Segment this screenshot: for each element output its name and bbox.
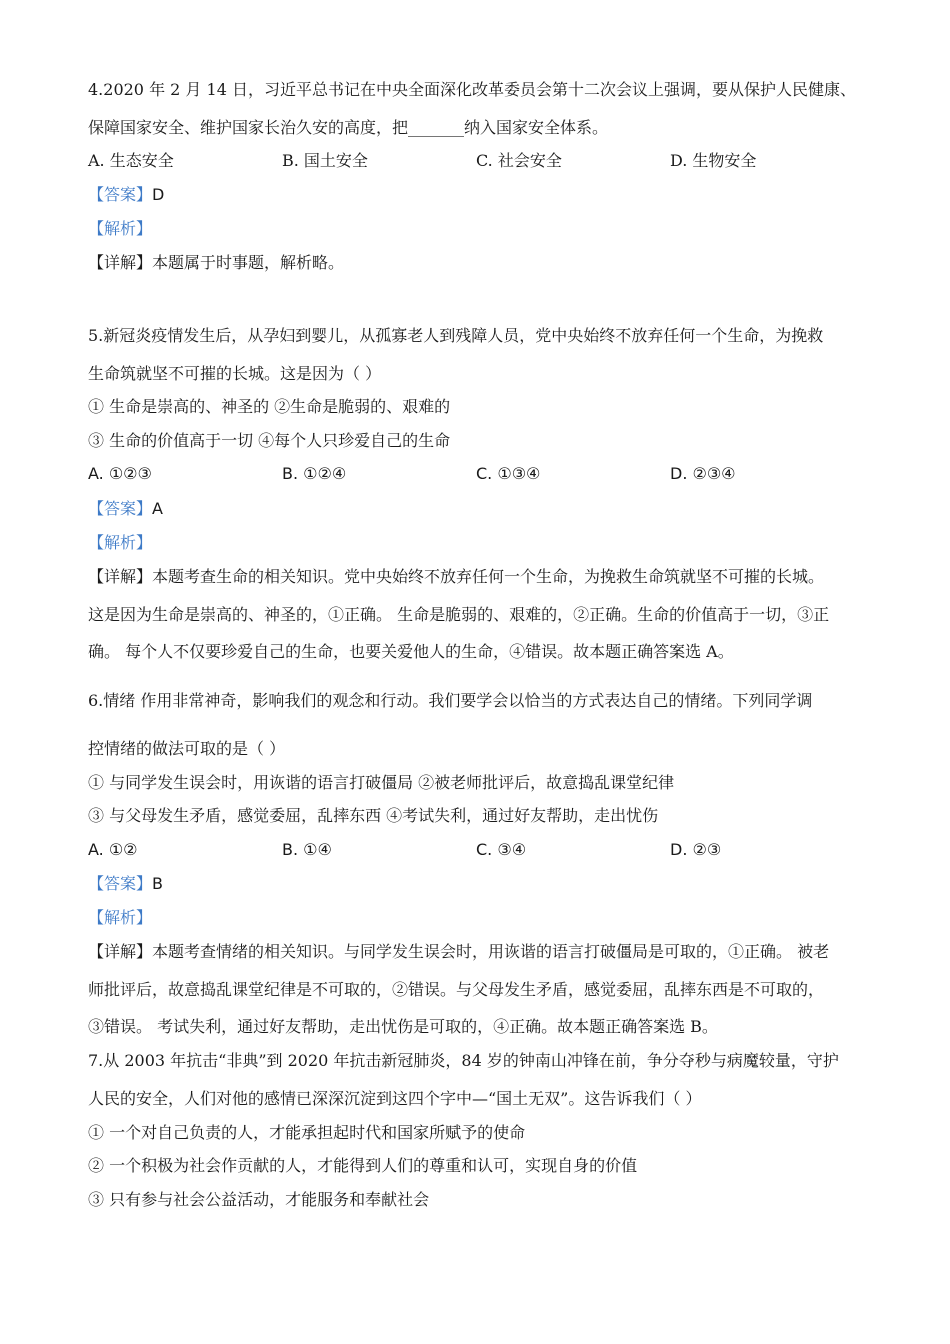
analysis-label: 【解析】 [88, 908, 153, 927]
q6-stem-line2: 控情绪的做法可取的是（ ） [88, 739, 286, 758]
q4-option-b: B. 国土安全 [282, 151, 368, 170]
detail-label: 【详解】 [88, 253, 153, 272]
detail-label: 【详解】 [88, 942, 153, 961]
answer-value: B [152, 874, 163, 893]
q6-detail-line2: 师批评后，故意捣乱课堂纪律是不可取的，②错误。与父母发生矛盾，感觉委屈，乱摔东西是不可取的， [88, 980, 825, 999]
q4-detail [88, 253, 344, 273]
answer-label: 【答案】 [88, 874, 153, 893]
q7-statement-3: ③ 只有参与社会公益活动，才能服务和奉献社会 [88, 1190, 430, 1209]
answer-label: 【答案】 [88, 185, 153, 204]
answer-label: 【答案】 [88, 499, 153, 518]
q5-statements-1: ① 生命是崇高的、神圣的 ②生命是脆弱的、艰难的 [88, 397, 451, 416]
detail-text: 本题属于时事题，解析略。 [152, 253, 345, 272]
q5-detail-line1 [88, 567, 824, 587]
q6-answer [88, 874, 163, 894]
q6-stem-line1: 6.情绪 作用非常神奇，影响我们的观念和行动。我们要学会以恰当的方式表达自己的情绪。下列同学调 [88, 691, 813, 710]
q6-statements-1: ① 与同学发生误会时，用诙谐的语言打破僵局 ②被老师批评后，故意捣乱课堂纪律 [88, 773, 675, 792]
q6-statements-2: ③ 与父母发生矛盾，感觉委屈，乱摔东西 ④考试失利，通过好友帮助，走出忧伤 [88, 806, 659, 825]
q4-stem-line1: 4.2020 年 2 月 14 日，习近平总书记在中央全面深化改革委员会第十二次会议上强调，要从保护人民健康、 [88, 80, 856, 99]
q5-option-a: A. ①②③ [88, 464, 152, 483]
q6-analysis [88, 908, 152, 928]
q4-option-d: D. 生物安全 [670, 151, 757, 170]
q5-statements-2: ③ 生命的价值高于一切 ④每个人只珍爱自己的生命 [88, 431, 451, 450]
analysis-label: 【解析】 [88, 533, 153, 552]
q7-statement-2: ② 一个积极为社会作贡献的人，才能得到人们的尊重和认可，实现自身的价值 [88, 1156, 638, 1175]
q4-option-a: A. 生态安全 [88, 151, 174, 170]
q5-detail-line2: 这是因为生命是崇高的、神圣的，①正确。 生命是脆弱的、艰难的，②正确。生命的价值高于一切，③正 [88, 605, 830, 624]
q7-stem-line2: 人民的安全，人们对他的感情已深深沉淀到这四个字中—“国土无双”。这告诉我们（ ） [88, 1089, 702, 1108]
q5-answer [88, 499, 163, 519]
answer-value: D [152, 185, 165, 204]
q4-option-c: C. 社会安全 [476, 151, 562, 170]
q6-option-c: C. ③④ [476, 840, 527, 859]
q5-stem-line2: 生命筑就坚不可摧的长城。这是因为（ ） [88, 364, 382, 383]
q4-stem-line2: 保障国家安全、维护国家长治久安的高度，把_______纳入国家安全体系。 [88, 118, 609, 137]
detail-text: 本题考查情绪的相关知识。与同学发生误会时，用诙谐的语言打破僵局是可取的，①正确。 被老 [152, 942, 830, 961]
q5-option-b: B. ①②④ [282, 464, 347, 483]
detail-label: 【详解】 [88, 567, 153, 586]
q6-option-a: A. ①② [88, 840, 138, 859]
q5-option-c: C. ①③④ [476, 464, 541, 483]
analysis-label: 【解析】 [88, 219, 153, 238]
q5-stem-line1: 5.新冠炎疫情发生后，从孕妇到婴儿，从孤寡老人到残障人员，党中央始终不放弃任何一个生命，为挽救 [88, 326, 824, 345]
q5-option-d: D. ②③④ [670, 464, 736, 483]
q5-analysis [88, 533, 152, 553]
q7-stem-line1: 7.从 2003 年抗击“非典”到 2020 年抗击新冠肺炎，84 岁的钟南山冲锋在前，争分夺秒与病魔较量，守护 [88, 1051, 839, 1070]
q7-statement-1: ① 一个对自己负责的人，才能承担起时代和国家所赋予的使命 [88, 1123, 526, 1142]
q4-answer [88, 185, 164, 205]
answer-value: A [152, 499, 163, 518]
q6-detail-line3: ③错误。 考试失利，通过好友帮助，走出忧伤是可取的，④正确。故本题正确答案选 B。 [88, 1017, 718, 1036]
q6-option-b: B. ①④ [282, 840, 332, 859]
q5-detail-line3: 确。 每个人不仅要珍爱自己的生命，也要关爱他人的生命，④错误。故本题正确答案选 A。 [88, 642, 734, 661]
q6-detail-line1 [88, 942, 829, 962]
q6-option-d: D. ②③ [670, 840, 722, 859]
detail-text: 本题考查生命的相关知识。党中央始终不放弃任何一个生命，为挽救生命筑就坚不可摧的长城。 [152, 567, 825, 586]
q4-analysis [88, 219, 152, 239]
